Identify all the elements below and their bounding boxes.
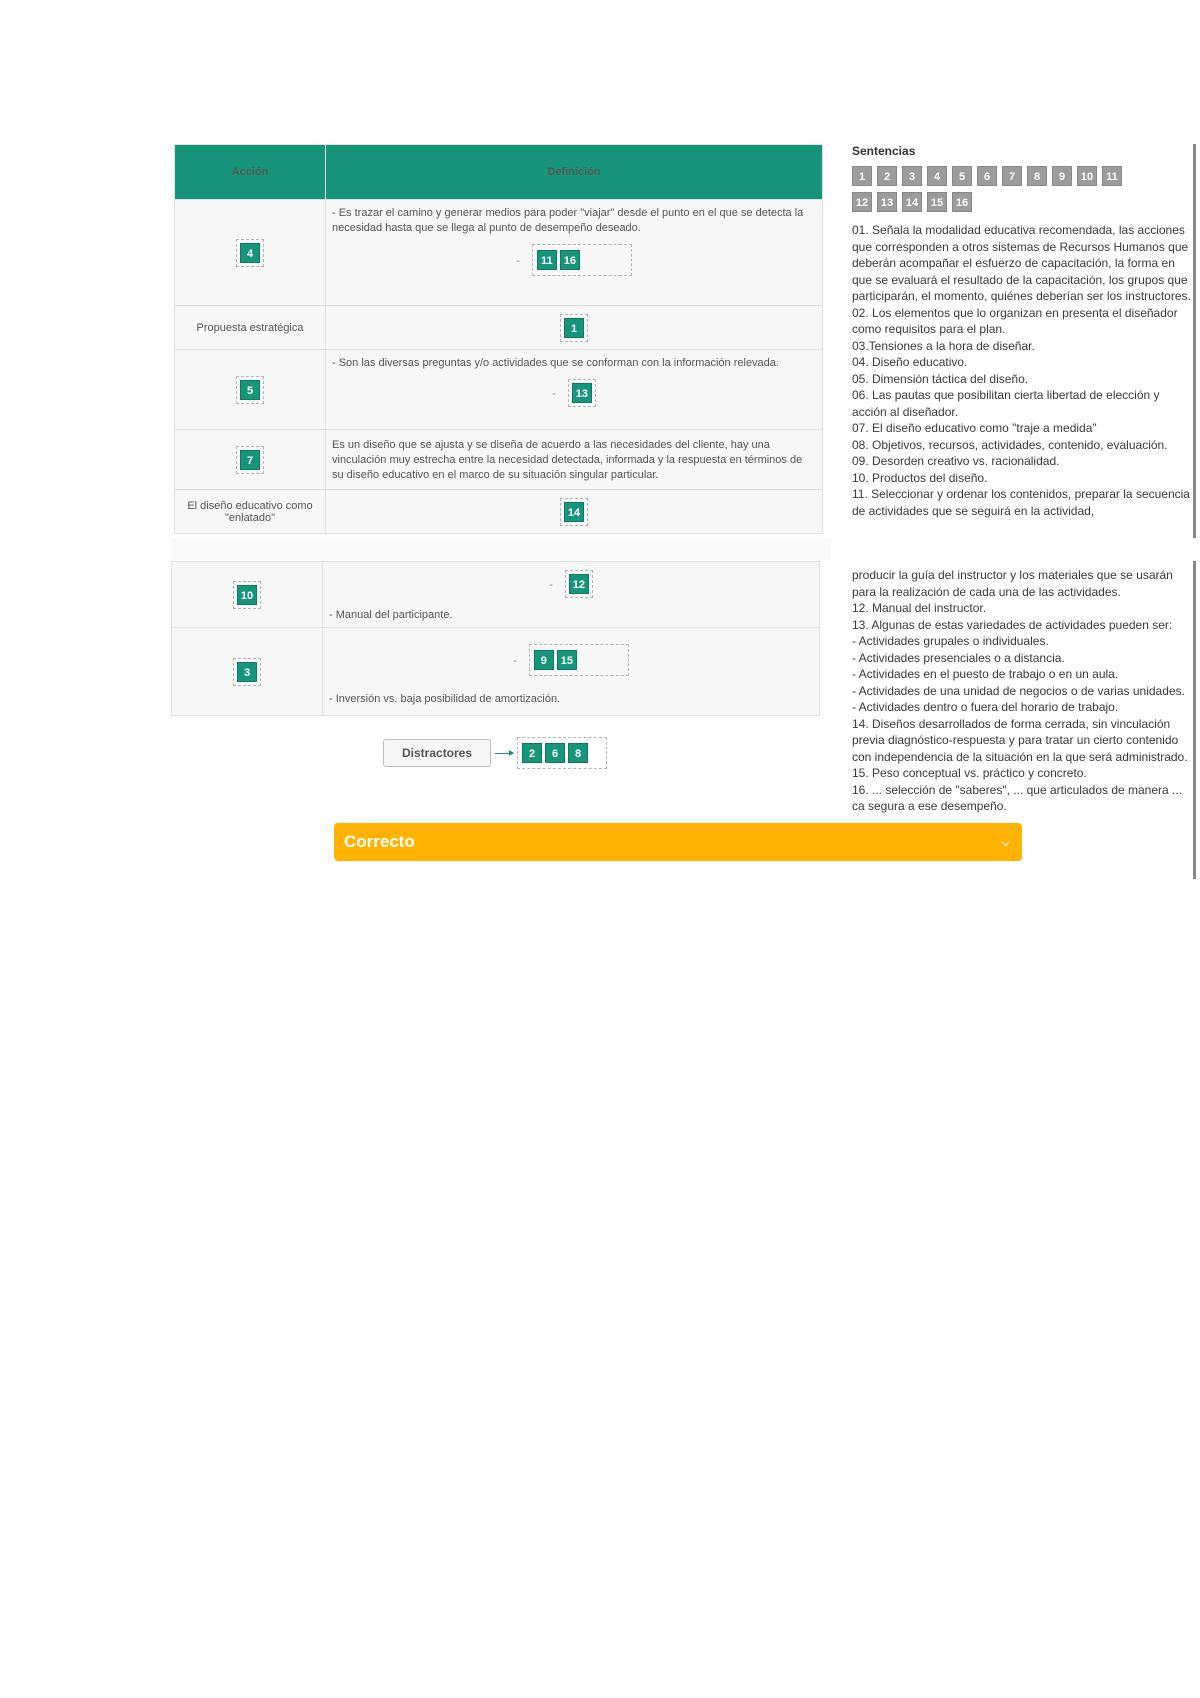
- matching-table-continued: 10 - 12 - Manual del participante. 3 - 9 15 - Inversión vs. baja posibilidad de amortización.: [171, 561, 820, 716]
- pool-tile[interactable]: 16: [952, 192, 972, 212]
- drop-slot[interactable]: [568, 379, 596, 407]
- answer-tile[interactable]: 12: [569, 574, 589, 594]
- distractores-zone[interactable]: [517, 737, 607, 769]
- drop-zone[interactable]: [532, 244, 632, 276]
- answer-tile[interactable]: 16: [560, 250, 580, 270]
- drop-slot[interactable]: [565, 570, 593, 598]
- pool-tile[interactable]: 2: [877, 166, 897, 186]
- accion-label: Propuesta estratégica: [175, 306, 326, 350]
- pool-tile[interactable]: 5: [952, 166, 972, 186]
- matching-table: Acción Definición 4 - Es trazar el camino y generar medios para poder "viajar" desde el punto en el que se detecta la necesidad hasta que se llega al punto de desempeño deseado. - 11 16 Propuesta estratégica 1 5 - Son las diversas preguntas y/o actividades que se conforman con la información relevada. - 13 7 Es un diseño que se ajusta y se diseña de acuerdo a las necesidades del cliente, hay una vinculación muy estrecha entre la necesidad detectada, informada y la respuesta en términos de su diseño educativo en el marco de su situación singular particular. El diseño educativo como "enlatado" 14: [174, 144, 823, 534]
- scrollbar[interactable]: [1193, 144, 1196, 538]
- answer-tile[interactable]: 4: [240, 243, 260, 263]
- distractores-row: [383, 737, 607, 769]
- sentencias-title: Sentencias: [852, 144, 916, 158]
- pool-tile[interactable]: 14: [902, 192, 922, 212]
- pool-tile[interactable]: 8: [1027, 166, 1047, 186]
- header-definicion: Definición: [326, 145, 823, 200]
- arrow-icon: [495, 753, 513, 754]
- definition-text: - Son las diversas preguntas y/o actividades que se conforman con la información relevada.: [332, 357, 779, 369]
- answer-tile[interactable]: 1: [564, 318, 584, 338]
- drop-slot-accion[interactable]: [233, 581, 261, 609]
- header-accion: Acción: [175, 145, 326, 200]
- drop-slot[interactable]: [560, 314, 588, 342]
- separator: [171, 538, 831, 560]
- feedback-label: Correcto: [344, 832, 415, 851]
- answer-tile[interactable]: 6: [545, 743, 565, 763]
- answer-tile[interactable]: 7: [240, 450, 260, 470]
- pool-tile[interactable]: 9: [1052, 166, 1072, 186]
- drop-zone[interactable]: [529, 644, 629, 676]
- drop-slot-accion[interactable]: [233, 658, 261, 686]
- sentencias-panel: [844, 144, 1196, 538]
- pool-tile[interactable]: 1: [852, 166, 872, 186]
- accion-label: El diseño educativo como "enlatado": [175, 490, 326, 534]
- definition-text: - Manual del participante.: [329, 609, 453, 621]
- answer-tile[interactable]: 11: [537, 250, 557, 270]
- pool-tile[interactable]: 7: [1002, 166, 1022, 186]
- scrollbar[interactable]: [1193, 561, 1196, 879]
- pool-tile[interactable]: 12: [852, 192, 872, 212]
- definition-text: - Inversión vs. baja posibilidad de amortización.: [329, 693, 561, 705]
- answer-tile[interactable]: 2: [522, 743, 542, 763]
- drop-slot-accion[interactable]: [236, 446, 264, 474]
- feedback-banner[interactable]: [334, 823, 1022, 861]
- distractores-button[interactable]: Distractores: [383, 739, 491, 767]
- pool-tile[interactable]: 15: [927, 192, 947, 212]
- chevron-down-icon[interactable]: ⌵: [1000, 835, 1010, 849]
- answer-tile[interactable]: 14: [564, 502, 584, 522]
- pool-tile[interactable]: 13: [877, 192, 897, 212]
- tile-pool: [852, 166, 1122, 212]
- answer-tile[interactable]: 15: [557, 650, 577, 670]
- pool-tile[interactable]: 10: [1077, 166, 1097, 186]
- answer-tile[interactable]: 10: [237, 585, 257, 605]
- sentencias-text: producir la guía del instructor y los materiales que se usarán para la realización de cada una de las actividades. 12. Manual del instructor. 13. Algunas de estas variedades de actividades pueden ser: - Actividades grupales o individuales. - Actividades presenciales o a distancia. - Actividades en el puesto de trabajo o en un aula. - Actividades de una unidad de negocios o de varias unidades. - Actividades dentro o fuera del horario de trabajo. 14. Diseños desarrollados de forma cerrada, sin vinculación previa diagnóstico-respuesta y para tratar un cierto contenido con independencia de la situación en la que será administrado. 15. Peso conceptual vs. práctico y concreto. 16. ... selección de "saberes", ... que articulados de manera ... ca segura a ese desempeño.: [852, 568, 1188, 813]
- pool-tile[interactable]: 4: [927, 166, 947, 186]
- answer-tile[interactable]: 3: [237, 662, 257, 682]
- definition-text: Es un diseño que se ajusta y se diseña de acuerdo a las necesidades del cliente, hay una vinculación muy estrecha entre la necesidad detectada, informada y la respuesta en términos de su diseño educativo en el marco de su situación singular particular.: [332, 439, 803, 481]
- sentencias-text: 01. Señala la modalidad educativa recomendada, las acciones que corresponden a otros sistemas de Recursos Humanos que deberán acompañar el esfuerzo de capacitación, la forma en que se evaluará el resultado de la capacitación, los grupos que participarán, el momento, quiénes deberían ser los instructores. 02. Los elementos que lo organizan en presenta el diseñador como requisitos para el plan. 03.Tensiones a la hora de diseñar. 04. Diseño educativo. 05. Dimensión táctica del diseño. 06. Las pautas que posibilitan cierta libertad de elección y acción al diseñador. 07. El diseño educativo como "traje a medida" 08. Objetivos, recursos, actividades, contenido, evaluación. 09. Desorden creativo vs. racionalidad. 10. Productos del diseño. 11. Seleccionar y ordenar los contenidos, preparar la secuencia de actividades que se seguirá en la actividad,: [852, 223, 1191, 518]
- answer-tile[interactable]: 13: [572, 383, 592, 403]
- answer-tile[interactable]: 5: [240, 380, 260, 400]
- drop-slot-accion[interactable]: [236, 239, 264, 267]
- pool-tile[interactable]: 11: [1102, 166, 1122, 186]
- definition-text: - Es trazar el camino y generar medios para poder "viajar" desde el punto en el que se detecta la necesidad hasta que se llega al punto de desempeño deseado.: [332, 207, 804, 234]
- drop-slot[interactable]: [560, 498, 588, 526]
- pool-tile[interactable]: 6: [977, 166, 997, 186]
- answer-tile[interactable]: 8: [568, 743, 588, 763]
- pool-tile[interactable]: 3: [902, 166, 922, 186]
- answer-tile[interactable]: 9: [534, 650, 554, 670]
- exercise-top: [174, 144, 1196, 538]
- drop-slot-accion[interactable]: [236, 376, 264, 404]
